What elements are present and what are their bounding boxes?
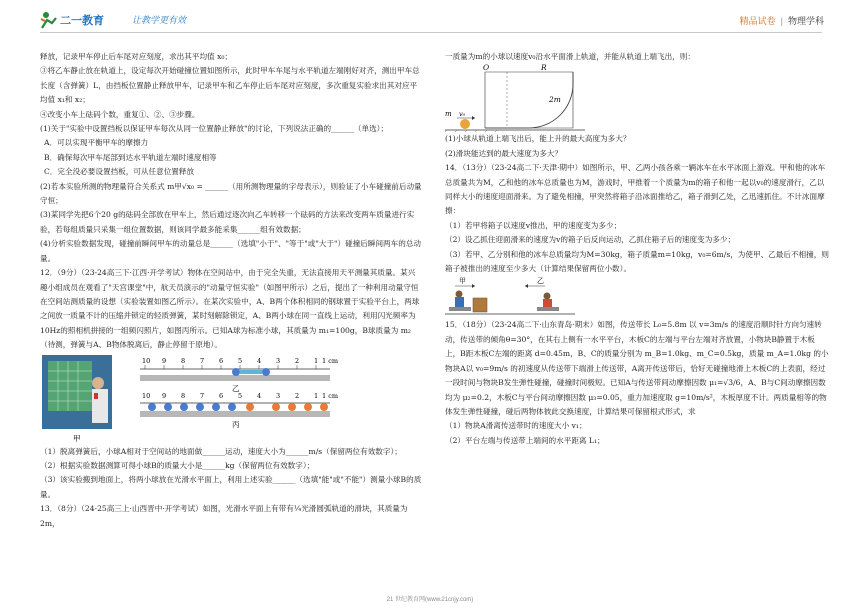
ruler-unit: 1 cm: [322, 391, 339, 400]
page-footer: 21 世纪教育网(www.21cnjy.com): [386, 597, 474, 603]
tick-label: 3: [276, 356, 281, 365]
left-option: C．完全没必要设置挡板，可从任意位置释放: [44, 167, 195, 177]
tick-label: 8: [181, 356, 186, 365]
tick-label: 1: [314, 356, 319, 365]
tick-label: 3: [276, 391, 281, 400]
figure-label-jia: 甲: [73, 433, 81, 443]
right-para: （1）物块A滑离传送带时的速度大小 v₁；: [445, 421, 587, 431]
right-column: [445, 50, 830, 448]
logo-text: 二一教育: [60, 15, 104, 27]
left-para: （1）脱离弹簧后，小球A相对于空间站的地面做______运动，速度大小为______m/s（保留两位有效数字）；: [40, 446, 402, 456]
figure-arc-track: [445, 64, 830, 132]
tick-label: 1: [314, 391, 319, 400]
label-v0: v₀: [459, 110, 466, 119]
right-para: 14．（13分）（23-24高二下·天津·期中）如图所示，甲、乙两小孩各乘一辆冰车在水平冰面上游戏。甲和他的冰车总质量共为M，乙和他的冰车总质量也为M，游戏时，甲推着一个质量为m的箱子和他一起以v₀的速度滑行，乙以同样大小的速度迎面滑来。为了避免相撞，甲突然将箱子沿冰面推给乙，箱子滑到乙处，乙迅速抓住。不计冰面摩擦：: [445, 163, 826, 216]
ruler-unit: 1 cm: [322, 356, 339, 365]
figure-label-yi: 乙: [232, 383, 240, 393]
tick-label: 8: [181, 391, 186, 400]
small-ball: [460, 119, 470, 129]
left-para: (4)分析实验数据发现，碰撞前瞬间甲车的动量总是______（选填"小于"、"等于"或"大于"）碰撞后瞬间两车的总动量。: [40, 239, 422, 263]
right-para: (2)滑块能达到的最大速度为多大？: [445, 148, 563, 158]
left-para: （2）根据实验数据测算可得小球B的质量大小是______kg（保留两位有效数字）；: [40, 460, 315, 470]
right-para: 15．（18分）（23-24高二下·山东青岛·期末）如图，传送带长 L₀=5.8m 以 v=3m/s 的速度沿顺时针方向匀速转动，传送带的倾角θ=30°，在其右上侧有一水平平台，木板C的左端与平台左端对齐放置，小物块B静置于木板上，B距木板C左端的距离 d=0.45m，B、C的质量分别为 m_B=1.0kg、m_C=0.5kg，质量 m_A=1.0kg 的小物块A以 v₀=9m/s 的初速度从传送带下端滑上传送带，A离开传送带后，恰好无碰撞地滑上木板C的上表面，经过一段时间与物块B发生弹性碰撞，碰撞时间极短。已知A与传送带间动摩擦因数 μ₁=√3/6，A、B与C间动摩擦因数均为 μ₂=0.2，木板C与平台间动摩擦因数 μ₃=0.05，重力加速度取 g=10m/s²，木板厚度不计。两质量相等的物体发生弹性碰撞，碰后两物体彼此交换速度，计算结果可保留根式形式，求: [445, 320, 829, 416]
header-tags: 精品试卷 | 物理学科: [739, 16, 824, 26]
right-para: 一质量为m的小球以速度v₀沿水平面滑上轨道，并能从轨道上端飞出，则：: [445, 52, 695, 61]
page-header: [0, 0, 860, 38]
ruler-yi: [140, 357, 338, 393]
tick-label: 5: [238, 356, 243, 365]
left-option: A．可以实现平衡甲车的摩擦力: [44, 138, 149, 148]
tick-label: 2: [295, 356, 300, 365]
label-2m: 2m: [549, 95, 561, 105]
header-tag-subject: 物理学科: [787, 16, 824, 26]
right-para: (1)小球从轨道上端飞出后，能上升的最大高度为多大？: [445, 134, 631, 144]
ball-a: [232, 368, 240, 376]
tick-label: 9: [162, 391, 167, 400]
left-para: （3）该实验搬到地面上，将两小球放在光滑水平面上，利用上述实验______（选填"能"或"不能"）测量小球B的质量。: [40, 475, 422, 499]
header-divider: [40, 32, 822, 33]
figure-drawing: [40, 353, 422, 445]
label-kid-jia: 甲: [459, 277, 466, 286]
label-kid-yi: 乙: [537, 277, 544, 286]
label-O: O: [483, 64, 490, 73]
tick-label: 6: [219, 356, 224, 365]
left-para: (1)关于"实验中设置挡板以保证甲车每次从同一位置静止释放"的讨论，下列说法正确的______（单选）；: [40, 124, 389, 134]
figure-spaceship-experiment: [40, 353, 422, 445]
ice-sled-drawing: [445, 276, 830, 318]
header-slogan: 让教学更有效: [132, 15, 187, 25]
tick-label: 7: [200, 356, 205, 365]
label-m: m: [445, 110, 452, 119]
right-para: （2）设乙抓住迎面滑来的速度为v的箱子后反向运动，乙抓住箱子后的速度变为多少；: [445, 235, 736, 245]
figure-label-bing: 丙: [232, 419, 240, 429]
right-para: （2）平台左端与传送带上端间的水平距离 L₁；: [445, 435, 605, 445]
ball-b: [262, 368, 270, 376]
tick-label: 10: [142, 356, 151, 365]
figure-ice-sled: [445, 276, 830, 318]
left-para: ④改变小车上砝码个数，重复①、②、③步骤。: [40, 109, 200, 119]
ruler-bing: [140, 392, 338, 429]
right-para: （1）若甲将箱子以速度v推出，甲的速度变为多少；: [445, 220, 622, 230]
left-column: [40, 50, 422, 531]
left-para: 12．（9分）（23-24高三下·江西·开学考试）物体在空间站中，由于完全失重，无法直接用天平测量其质量。某兴趣小组成员在观看了"天宫课堂"中，航天员演示的"动量守恒实验"（如图甲所示）之后，提出了一种利用动量守恒在空间站测质量的设想（实验装置如图乙所示）。在某次实验中，A、B两个体积相同的钢球置于实验平台上，两球之间放一质量不计的压缩并锁定的轻质弹簧，某时刻解除锁定，A、B两小球在同一直线上运动，利用闪光频率为10Hz的照相机拼接的一组频闪照片，如图丙所示。已知A球为标准小球，其质量为 m₁=100g，B球质量为 m₂（待测，弹簧与A、B物体脱离后，静止停留于原地）。: [40, 268, 420, 350]
tick-label: 5: [238, 391, 243, 400]
tick-label: 10: [142, 391, 151, 400]
left-para: 释放，记录甲车停止后车尾对应刻度，求出其平均值 x₀；: [40, 52, 232, 61]
left-para: ③将乙车静止放在轨道上，设定每次开始碰撞位置如图所示，此时甲车车尾与水平轨道左端刚好对齐，测出甲车总长度（含弹簧）L，由挡板位置静止释放甲车，记录甲车和乙车停止后车尾对应刻度，多次重复实验求出其对应平均值 x₁和 x₂；: [40, 66, 420, 105]
tick-label: 7: [200, 391, 205, 400]
header-tag-premium: 精品试卷: [739, 16, 776, 26]
left-para: (3)某同学先把6个20 g的砝码全部放在甲车上，然后通过逐次向乙车转移一个砝码的方法来改变两车质量进行实验，若每组质量只采集一组位置数据，则该同学最多能采集______组有效数据；: [40, 210, 415, 234]
tick-label: 9: [162, 356, 167, 365]
tick-label: 2: [295, 391, 300, 400]
left-para: (2)若本实验所测的物理量符合关系式 m甲√x₀ = ______（用所测物理量的字母表示），则验证了小车碰撞前后动量守恒；: [40, 181, 422, 206]
arc-track-drawing: [445, 64, 830, 132]
tick-label: 4: [257, 356, 262, 365]
label-R: R: [541, 64, 547, 73]
right-para: （3）若甲、乙分别和他的冰车总质量均为M=30kg，箱子质量m=10kg，v₀=6m/s，为使甲、乙最后不相撞，则箱子被推出的速度至少多大（计算结果保留两位小数）。: [445, 249, 829, 274]
tick-label: 6: [219, 391, 224, 400]
tick-label: 4: [257, 391, 262, 400]
left-para: 13．（8分）（24-25高三上·山西晋中·开学考试）如图，光滑水平面上有带有¼光滑圆弧轨道的滑块，其质量为2m，: [40, 504, 408, 528]
left-option: B．确保每次甲车尾部到达水平轨道左端时速度相等: [44, 152, 217, 162]
